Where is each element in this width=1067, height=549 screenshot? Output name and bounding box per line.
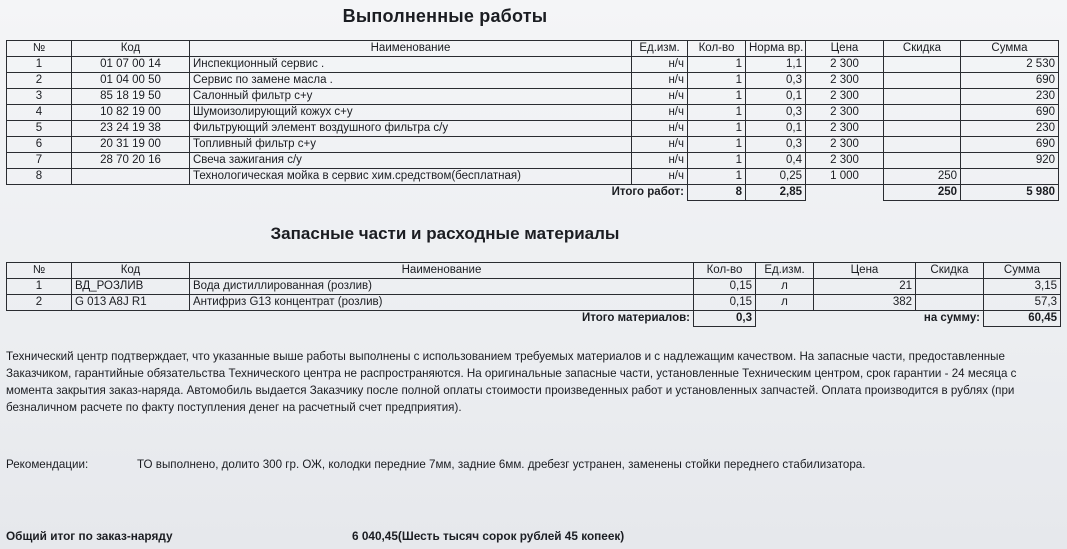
cell-name: Свеча зажигания с/у (190, 153, 632, 169)
cell-price: 1 000 (806, 169, 884, 185)
cell-price: 2 300 (806, 89, 884, 105)
cell-norm: 0,25 (746, 169, 806, 185)
cell-n: 7 (7, 153, 72, 169)
table-row (7, 295, 1061, 311)
parts-total-row (7, 311, 1061, 327)
col-header-unit: Ед.изм. (632, 41, 688, 57)
cell-n: 4 (7, 105, 72, 121)
cell-sum: 2 530 (961, 57, 1059, 73)
works-header-row (7, 41, 1059, 57)
cell-qty: 0,15 (694, 295, 756, 311)
cell-price: 2 300 (806, 137, 884, 153)
cell-discount (884, 105, 961, 121)
works-total-label: Итого работ: (611, 186, 684, 199)
cell-code: 85 18 19 50 (72, 89, 190, 105)
cell-discount (884, 153, 961, 169)
col-header-sum: Сумма (961, 41, 1059, 57)
parts-title: Запасные части и расходные материалы (270, 224, 620, 243)
col-header-code: Код (72, 263, 190, 279)
parts-header-row (7, 263, 1061, 279)
cell-n: 8 (7, 169, 72, 185)
cell-sum: 690 (961, 105, 1059, 121)
cell-price: 21 (814, 279, 916, 295)
cell-price: 2 300 (806, 153, 884, 169)
cell-norm: 0,1 (746, 121, 806, 137)
cell-name: Вода дистиллированная (розлив) (190, 279, 694, 295)
cell-code: 20 31 19 00 (72, 137, 190, 153)
cell-sum: 230 (961, 89, 1059, 105)
cell-norm: 0,3 (746, 73, 806, 89)
col-header-name: Наименование (190, 41, 632, 57)
cell-unit: н/ч (632, 105, 688, 121)
cell-n: 2 (7, 295, 72, 311)
cell-qty: 1 (688, 73, 746, 89)
parts-total-qty: 0,3 (694, 311, 756, 327)
cell-price: 2 300 (806, 105, 884, 121)
cell-code: 01 07 00 14 (72, 57, 190, 73)
cell-price: 2 300 (806, 57, 884, 73)
parts-total-label: Итого материалов: (582, 312, 690, 325)
cell-discount (884, 73, 961, 89)
cell-discount (884, 89, 961, 105)
cell-code: 10 82 19 00 (72, 105, 190, 121)
cell-name: Фильтрующий элемент воздушного фильтра с/у (190, 121, 632, 137)
warranty-notice: Технический центр подтверждает, что указанные выше работы выполнены с использованием требуемых материалов и с надлежащим качеством. На запасные части, предоставленные Заказчиком, гарантийные обязательства Технического центра не распространяются. На оригинальные запасные части, установленные Техническим центром, срок гарантии - 24 месяца с момента закрытия заказ-наряда. Автомобиль выдается Заказчику после полной оплаты стоимости произведенных работ и установленных запчастей. Оплата производится в рублях (при безналичном расчете по факту поступления денег на расчетный счет предприятия). (6, 350, 1017, 414)
cell-n: 1 (7, 57, 72, 73)
cell-unit: н/ч (632, 169, 688, 185)
works-total-row (7, 185, 1059, 201)
recommendations-text: ТО выполнено, долито 300 гр. ОЖ, колодки передние 7мм, задние 6мм. дребезг устранен, заменены стойки переднего стабилизатора. (137, 458, 866, 471)
cell-sum: 3,15 (984, 279, 1061, 295)
cell-qty: 1 (688, 105, 746, 121)
cell-n: 6 (7, 137, 72, 153)
col-header-sum: Сумма (984, 263, 1061, 279)
works-table (6, 40, 1059, 201)
cell-name: Шумоизолирующий кожух с+у (190, 105, 632, 121)
cell-discount: 250 (884, 169, 961, 185)
cell-norm: 0,1 (746, 89, 806, 105)
col-header-norm: Норма вр. (746, 41, 806, 57)
cell-name: Технологическая мойка в сервис хим.средством(бесплатная) (190, 169, 632, 185)
cell-discount (884, 57, 961, 73)
table-row (7, 105, 1059, 121)
cell-qty: 1 (688, 153, 746, 169)
cell-sum (961, 169, 1059, 185)
works-total-norm: 2,85 (746, 185, 806, 201)
table-row (7, 279, 1061, 295)
cell-sum: 690 (961, 137, 1059, 153)
cell-qty: 1 (688, 57, 746, 73)
table-row (7, 89, 1059, 105)
cell-unit: н/ч (632, 57, 688, 73)
cell-sum: 57,3 (984, 295, 1061, 311)
cell-norm: 1,1 (746, 57, 806, 73)
col-header-number: № (7, 263, 72, 279)
cell-unit: н/ч (632, 121, 688, 137)
table-row (7, 153, 1059, 169)
cell-n: 1 (7, 279, 72, 295)
works-title: Выполненные работы (342, 6, 548, 26)
col-header-code: Код (72, 41, 190, 57)
col-header-qty: Кол-во (694, 263, 756, 279)
cell-unit: л (756, 295, 814, 311)
recommendations-label: Рекомендации: (6, 458, 89, 471)
cell-code: 01 04 00 50 (72, 73, 190, 89)
cell-unit: н/ч (632, 153, 688, 169)
cell-price: 382 (814, 295, 916, 311)
cell-unit: л (756, 279, 814, 295)
table-row (7, 73, 1059, 89)
cell-unit: н/ч (632, 137, 688, 153)
cell-unit: н/ч (632, 89, 688, 105)
cell-norm: 0,3 (746, 105, 806, 121)
cell-name: Сервис по замене масла . (190, 73, 632, 89)
cell-qty: 1 (688, 169, 746, 185)
cell-n: 5 (7, 121, 72, 137)
cell-discount (916, 295, 984, 311)
cell-n: 3 (7, 89, 72, 105)
table-row (7, 137, 1059, 153)
table-row (7, 121, 1059, 137)
cell-qty: 1 (688, 121, 746, 137)
cell-price: 2 300 (806, 121, 884, 137)
cell-discount (916, 279, 984, 295)
grand-total-value: 6 040,45(Шесть тысяч сорок рублей 45 копеек) (352, 529, 625, 543)
cell-code: 28 70 20 16 (72, 153, 190, 169)
cell-code: G 013 A8J R1 (72, 295, 190, 311)
works-total-sum: 5 980 (961, 185, 1059, 201)
grand-total-label: Общий итог по заказ-наряду (6, 529, 173, 543)
cell-qty: 1 (688, 89, 746, 105)
col-header-discount: Скидка (884, 41, 961, 57)
col-header-discount: Скидка (916, 263, 984, 279)
cell-name: Инспекционный сервис . (190, 57, 632, 73)
cell-qty: 0,15 (694, 279, 756, 295)
parts-table (6, 262, 1061, 327)
col-header-unit: Ед.изм. (756, 263, 814, 279)
cell-name: Антифриз G13 концентрат (розлив) (190, 295, 694, 311)
cell-unit: н/ч (632, 73, 688, 89)
cell-sum: 230 (961, 121, 1059, 137)
cell-code (72, 169, 190, 185)
cell-norm: 0,4 (746, 153, 806, 169)
recommendations (6, 458, 1056, 471)
cell-discount (884, 121, 961, 137)
col-header-number: № (7, 41, 72, 57)
col-header-qty: Кол-во (688, 41, 746, 57)
grand-total (6, 529, 1056, 543)
col-header-name: Наименование (190, 263, 694, 279)
cell-price: 2 300 (806, 73, 884, 89)
cell-discount (884, 137, 961, 153)
cell-sum: 690 (961, 73, 1059, 89)
works-total-qty: 8 (688, 185, 746, 201)
cell-name: Топливный фильтр с+у (190, 137, 632, 153)
works-total-discount: 250 (884, 185, 961, 201)
col-header-price: Цена (814, 263, 916, 279)
parts-total-sum-label: на сумму: (923, 312, 980, 325)
parts-total-sum: 60,45 (984, 311, 1061, 327)
col-header-price: Цена (806, 41, 884, 57)
table-row (7, 57, 1059, 73)
cell-code: ВД_РОЗЛИВ (72, 279, 190, 295)
cell-code: 23 24 19 38 (72, 121, 190, 137)
cell-sum: 920 (961, 153, 1059, 169)
table-row (7, 169, 1059, 185)
cell-qty: 1 (688, 137, 746, 153)
cell-name: Салонный фильтр с+у (190, 89, 632, 105)
cell-norm: 0,3 (746, 137, 806, 153)
cell-n: 2 (7, 73, 72, 89)
